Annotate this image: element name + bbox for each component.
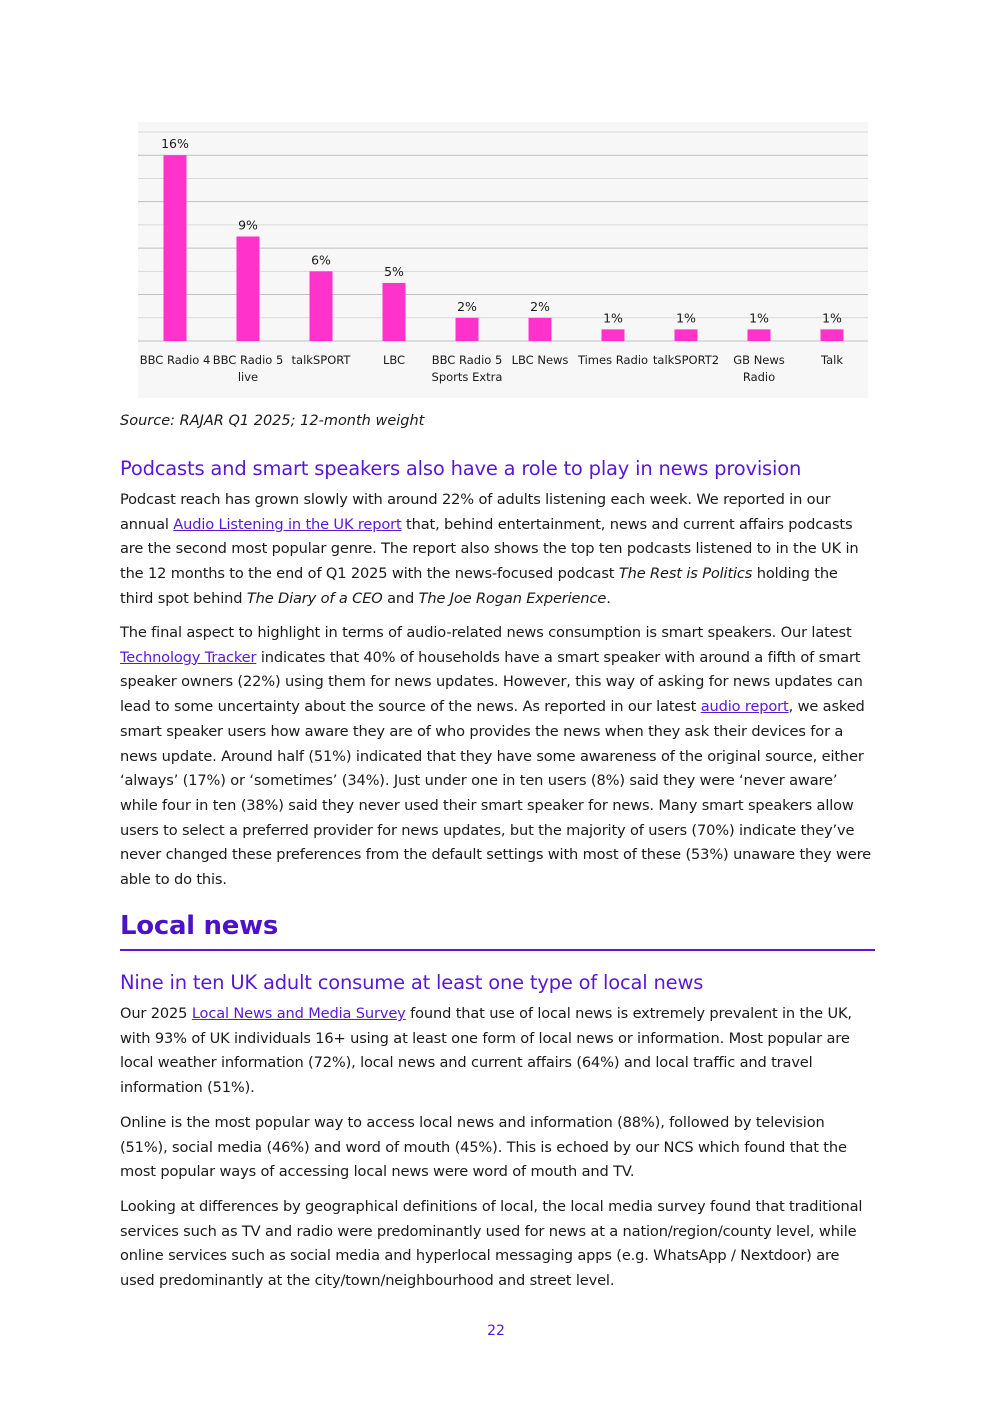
p1-text-e: . bbox=[606, 589, 611, 607]
category-label-9: Talk bbox=[820, 353, 844, 367]
category-label-4: BBC Radio 5 Sports Extra bbox=[431, 353, 503, 384]
local-news-media-survey-link[interactable]: Local News and Media Survey bbox=[191, 1005, 406, 1022]
category-label-2: talkSPORT bbox=[291, 353, 351, 367]
p1-text-d: and bbox=[382, 589, 419, 607]
p1-text-b: that, behind entertainment, news and current affairs podcasts are the second most popular genre. The report also shows the top ten podcasts listened to in the UK in the 12 months to the end of Q1 2025 with the news-focused podcast bbox=[120, 515, 859, 583]
data-label-9: 1% bbox=[822, 310, 842, 326]
data-label-3: 5% bbox=[384, 263, 404, 279]
bar-9 bbox=[821, 329, 844, 341]
category-label-3: LBC bbox=[382, 353, 406, 367]
data-label-0: 16% bbox=[161, 136, 189, 152]
category-label-0: BBC Radio 4 bbox=[139, 353, 211, 367]
category-label-8: GB News Radio bbox=[733, 353, 785, 384]
data-label-1: 9% bbox=[238, 217, 258, 233]
category-label-7: talkSPORT2 bbox=[652, 353, 720, 367]
p2-text-a: The final aspect to highlight in terms of audio-related news consumption is smart speakers. Our latest bbox=[120, 624, 852, 641]
paragraph-geographical: Looking at differences by geographical definitions of local, the local media survey found that traditional services such as TV and radio were predominantly used for news at a nation/region/county level, while online services such as social media and hyperlocal messaging apps (e.g. WhatsApp / Nextdoor) are used predominantly at the city/town/neighbourhood and street level. bbox=[120, 1198, 863, 1290]
p1-text-a: Podcast reach has grown slowly with around 22% of adults listening each week. We reported in our annual bbox=[120, 491, 831, 533]
data-label-5: 2% bbox=[530, 298, 550, 314]
p2-text-c: , we asked smart speaker users how aware they are of who provides the news when they ask their devices for a news update. Around half (51%) indicated that they have some awareness of the original source, either ‘always’ (17%) or ‘sometimes’ (34%). Just under one in ten users (8%) said they were ‘never aware’ while four in ten (38%) said they never used their smart speaker for news. Many smart speakers allow users to select a preferred provider for news updates, but the majority of users (70%) indicate they’ve never changed these preferences from the default settings with most of these (53%) unaware they were able to do this. bbox=[120, 698, 871, 889]
bar-1 bbox=[237, 237, 260, 342]
audio-report-link[interactable]: audio report bbox=[700, 698, 789, 716]
radio-news-reach-chart bbox=[138, 122, 868, 398]
page-number: 22 bbox=[487, 1323, 505, 1339]
bar-4 bbox=[456, 318, 479, 341]
p1-title-joe-rogan: The Joe Rogan Experience bbox=[418, 589, 607, 607]
technology-tracker-link[interactable]: Technology Tracker bbox=[120, 648, 257, 666]
paragraph-smart-speakers bbox=[120, 621, 875, 893]
category-label-6: Times Radio bbox=[577, 353, 649, 367]
paragraph-podcasts bbox=[120, 488, 875, 612]
chart-source: Source: RAJAR Q1 2025; 12-month weight bbox=[120, 413, 425, 429]
category-label-5: LBC News bbox=[511, 353, 569, 367]
data-label-4: 2% bbox=[457, 298, 477, 314]
heading-local-news: Local news bbox=[120, 911, 278, 941]
paragraph-online-access: Online is the most popular way to access local news and information (88%), followed by television (51%), social media (46%) and word of mouth (45%). This is echoed by our NCS which found that the most popular ways of accessing local news were word of mouth and TV. bbox=[120, 1114, 847, 1181]
data-label-7: 1% bbox=[676, 310, 696, 326]
p3-text-b: found that use of local news is extremely prevalent in the UK, with 93% of UK individuals 16+ using at least one form of local news or information. Most popular are local weather information (72%), local news and current affairs (64%) and local traffic and travel information (51%). bbox=[120, 1005, 852, 1097]
audio-listening-report-link[interactable]: Audio Listening in the UK report bbox=[173, 515, 402, 533]
bar-7 bbox=[675, 329, 698, 341]
p1-title-diary-of-a-ceo: The Diary of a CEO bbox=[246, 589, 383, 607]
bar-6 bbox=[602, 329, 625, 341]
heading-podcasts-smart-speakers: Podcasts and smart speakers also have a role to play in news provision bbox=[120, 457, 802, 480]
bar-3 bbox=[383, 283, 406, 341]
data-label-8: 1% bbox=[749, 310, 769, 326]
heading-nine-in-ten: Nine in ten UK adult consume at least one type of local news bbox=[120, 971, 704, 994]
p2-text-b: indicates that 40% of households have a smart speaker with around a fifth of smart speaker owners (22%) using them for news updates. However, this way of asking for news updates can lead to some uncertainty about the source of the news. As reported in our latest bbox=[120, 648, 863, 716]
data-label-6: 1% bbox=[603, 310, 623, 326]
category-label-1: BBC Radio 5 live bbox=[212, 353, 284, 384]
p3-text-a: Our 2025 bbox=[120, 1005, 192, 1022]
paragraph-local-survey bbox=[120, 1002, 875, 1101]
data-label-2: 6% bbox=[311, 252, 331, 268]
p1-text-c: holding the third spot behind bbox=[120, 565, 838, 607]
bar-2 bbox=[310, 271, 333, 341]
bar-0 bbox=[164, 155, 187, 341]
bar-8 bbox=[748, 329, 771, 341]
bar-5 bbox=[529, 318, 552, 341]
p1-title-rest-is-politics: The Rest is Politics bbox=[618, 565, 753, 583]
heading-divider bbox=[120, 949, 875, 951]
bar-chart-svg bbox=[138, 122, 868, 398]
